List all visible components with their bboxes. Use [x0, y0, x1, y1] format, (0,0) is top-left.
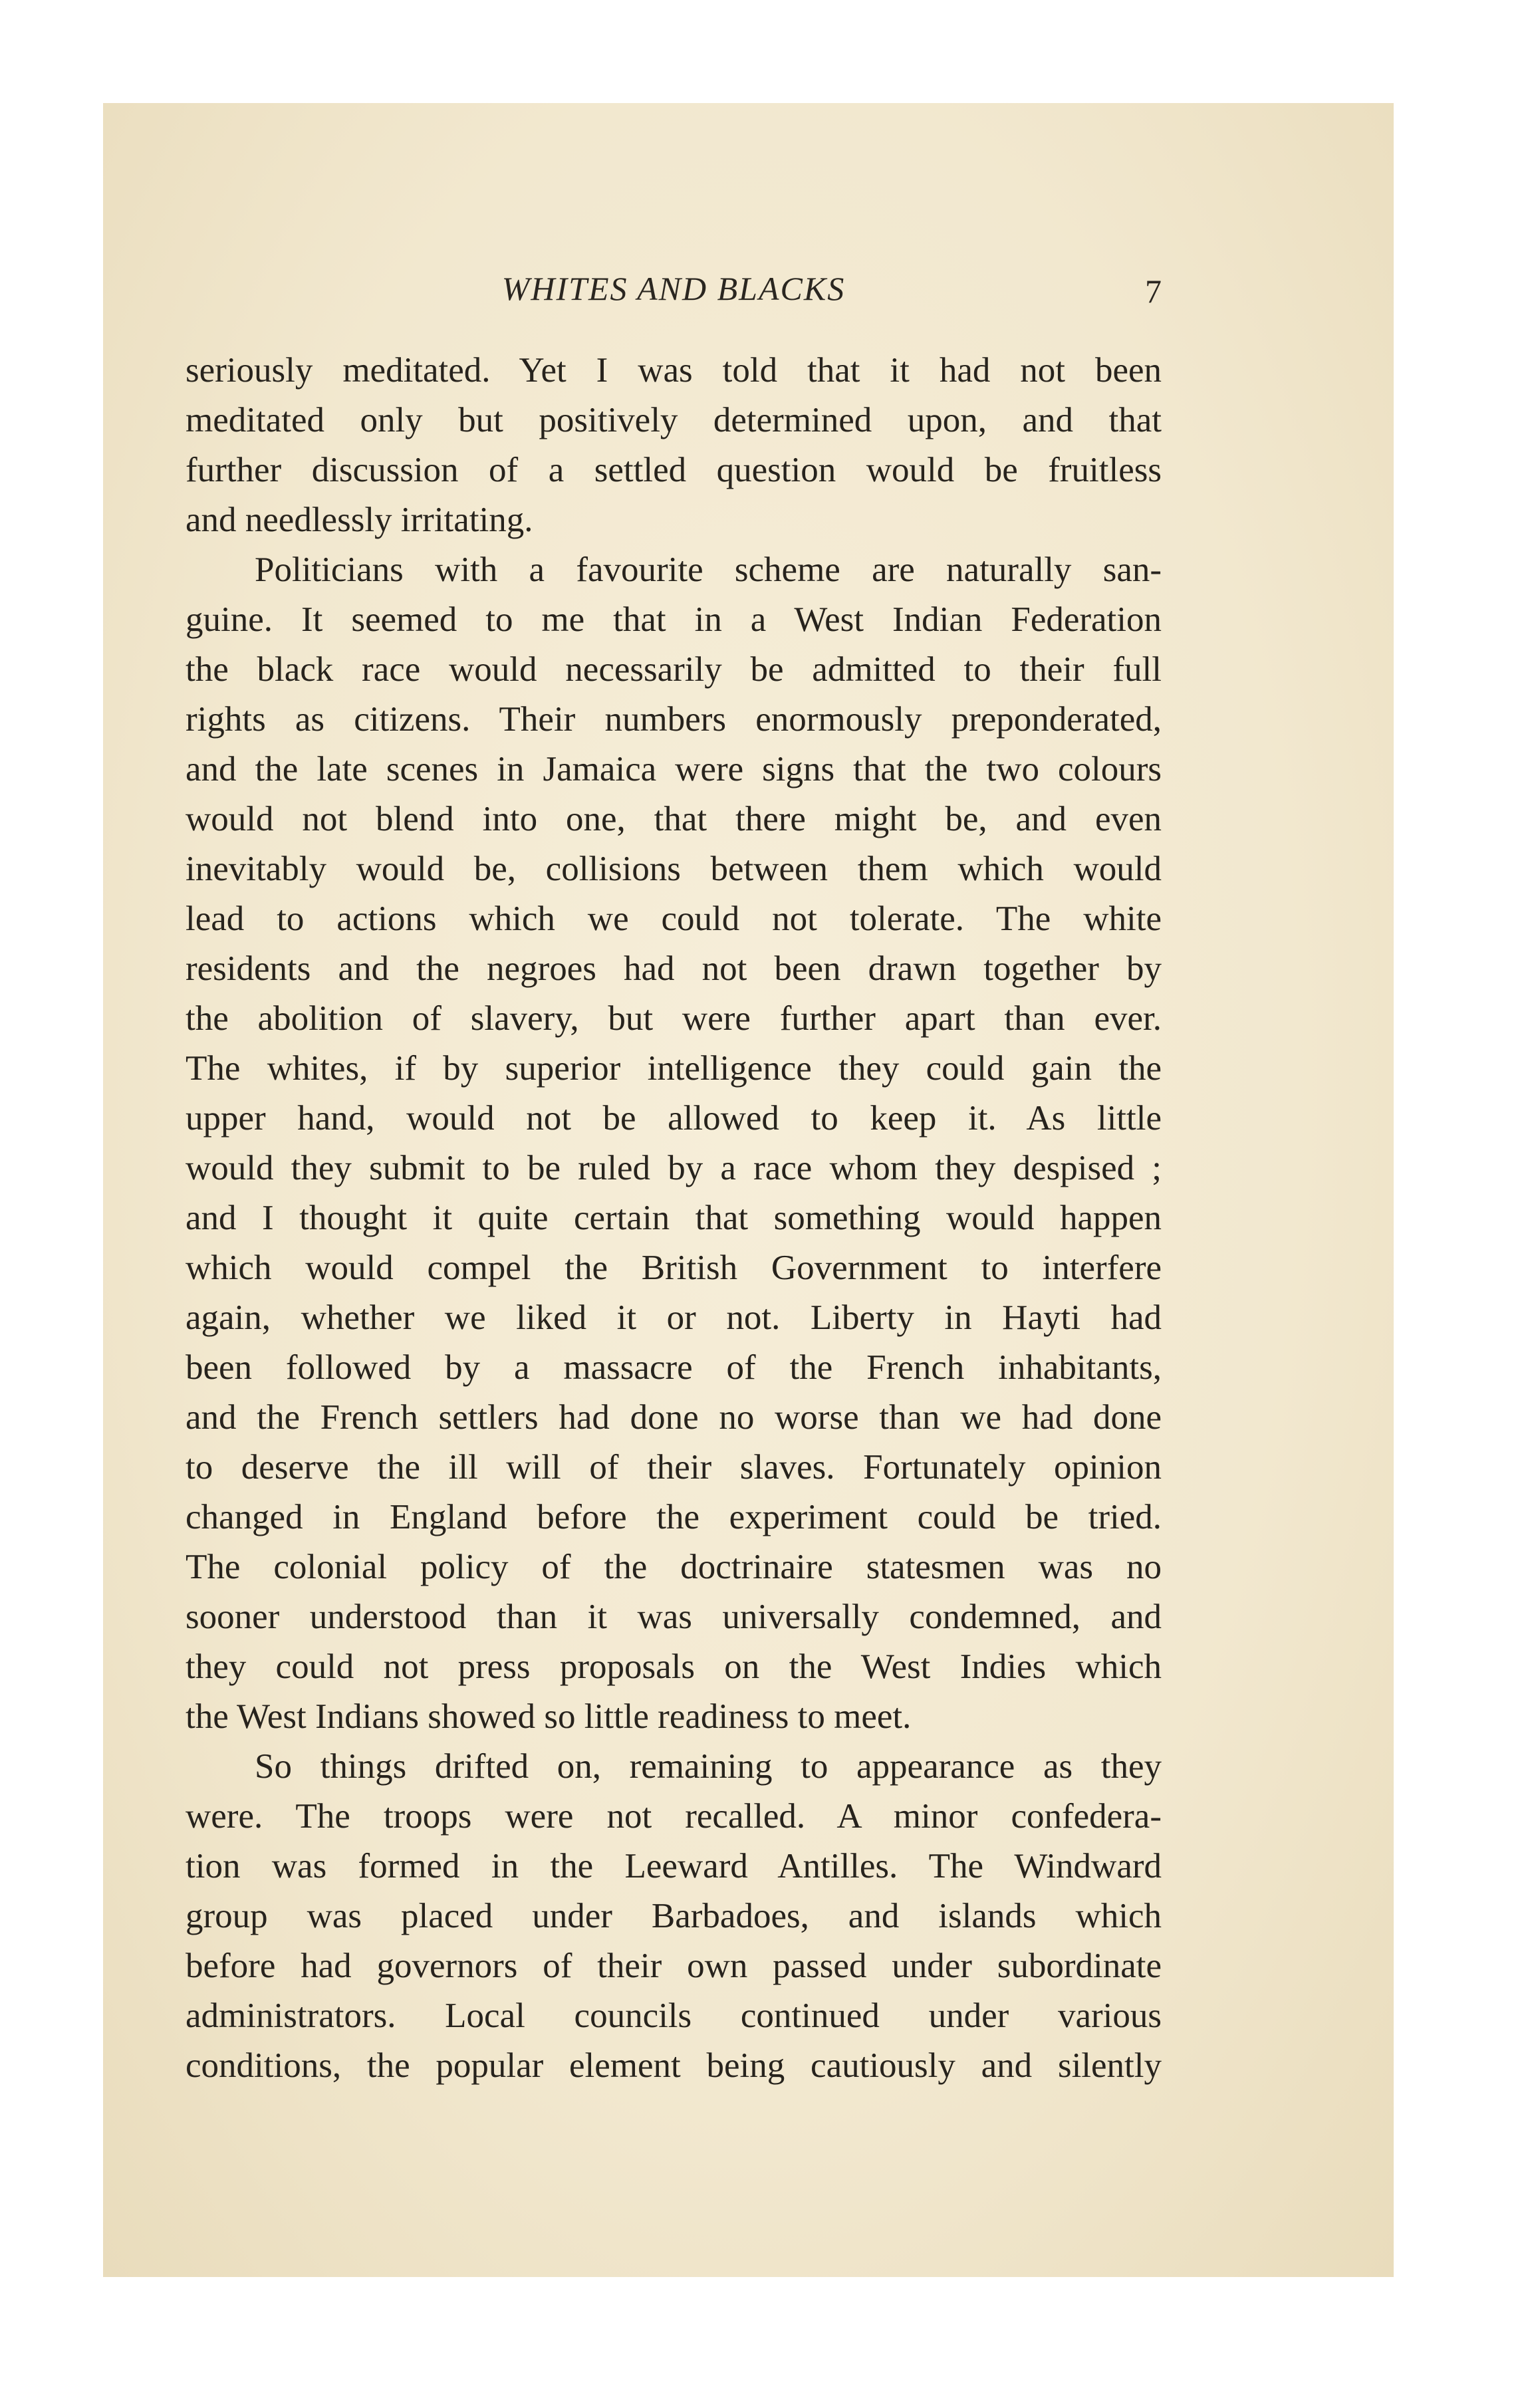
text-line: [186, 1542, 1162, 1592]
paragraph: [186, 1742, 1162, 2091]
text-line: [186, 1243, 1162, 1293]
paragraph: [186, 545, 1162, 1742]
text-line: [186, 894, 1162, 944]
text-line-content: again, whether we liked it or not. Liberty in Hayti had: [186, 1298, 1162, 1337]
text-line-content: The whites, if by superior intelligence they could gain the: [186, 1049, 1162, 1088]
text-line-content: sooner understood than it was universally condemned, and: [186, 1598, 1162, 1636]
text-line-content: tion was formed in the Leeward Antilles. The Windward: [186, 1847, 1162, 1885]
text-line: [186, 1293, 1162, 1343]
text-line: [186, 2041, 1162, 2091]
text-line: [186, 1891, 1162, 1941]
text-line-content: meditated only but positively determined upon, and that: [186, 401, 1162, 439]
paragraph: [186, 346, 1162, 545]
text-line-content: conditions, the popular element being cautiously and silently: [186, 2046, 1162, 2085]
text-line: [186, 745, 1162, 794]
text-line-content: Politicians with a favourite scheme are naturally san-: [255, 550, 1162, 589]
page-body-text: [186, 346, 1162, 2091]
text-line: [186, 1592, 1162, 1642]
text-line-content: been followed by a massacre of the French inhabitants,: [186, 1348, 1162, 1387]
text-line: [186, 1144, 1162, 1193]
text-line-content: So things drifted on, remaining to appearance as they: [255, 1747, 1162, 1786]
text-line-content: administrators. Local councils continued under various: [186, 1996, 1162, 2035]
text-line: [186, 1493, 1162, 1542]
text-line-content: before had governors of their own passed under subordinate: [186, 1947, 1162, 1985]
text-line-content: seriously meditated. Yet I was told that it had not been: [186, 351, 1162, 390]
text-line: [186, 1991, 1162, 2041]
text-line: [186, 1044, 1162, 1094]
text-line-content: and I thought it quite certain that something would happen: [186, 1199, 1162, 1237]
text-line-content: guine. It seemed to me that in a West Indian Federation: [186, 600, 1162, 639]
text-line-content: and the French settlers had done no worse than we had done: [186, 1398, 1162, 1437]
text-line-content: changed in England before the experiment could be tried.: [186, 1498, 1162, 1536]
text-line: [186, 346, 1162, 396]
text-line: [186, 944, 1162, 994]
text-line: [186, 445, 1162, 495]
text-line-content: group was placed under Barbadoes, and islands which: [186, 1897, 1162, 1935]
text-line: [186, 595, 1162, 645]
page-header: [186, 269, 1162, 316]
text-line: [186, 1792, 1162, 1842]
text-line: [186, 1642, 1162, 1692]
text-line: [186, 1941, 1162, 1991]
text-line: [186, 545, 1162, 595]
text-line: [186, 1193, 1162, 1243]
text-line: [186, 1343, 1162, 1393]
text-line: [186, 1393, 1162, 1443]
text-line: [186, 1443, 1162, 1493]
running-title: WHITES AND BLACKS: [501, 270, 846, 307]
page-number: 7: [1145, 273, 1162, 310]
text-line-content: they could not press proposals on the West Indies which: [186, 1647, 1162, 1686]
text-line-content: were. The troops were not recalled. A minor confedera-: [186, 1797, 1162, 1836]
text-line: [186, 695, 1162, 745]
text-line-content: rights as citizens. Their numbers enormously preponderated,: [186, 700, 1162, 739]
text-line-content: the West Indians showed so little readiness to meet.: [186, 1697, 912, 1736]
text-line: [186, 1742, 1162, 1792]
text-line-content: would they submit to be ruled by a race whom they despised ;: [186, 1149, 1162, 1187]
text-line-content: to deserve the ill will of their slaves. Fortunately opinion: [186, 1448, 1162, 1487]
text-line-content: and needlessly irritating.: [186, 501, 533, 539]
text-line: [186, 1692, 1162, 1742]
text-line: [186, 645, 1162, 695]
text-line: [186, 794, 1162, 844]
text-line: [186, 994, 1162, 1044]
text-line-content: inevitably would be, collisions between them which would: [186, 850, 1162, 888]
text-line: [186, 396, 1162, 445]
text-line-content: which would compel the British Government to interfere: [186, 1249, 1162, 1287]
text-line: [186, 1842, 1162, 1891]
text-line-content: upper hand, would not be allowed to keep it. As little: [186, 1099, 1162, 1138]
text-line: [186, 844, 1162, 894]
text-line-content: and the late scenes in Jamaica were signs that the two colours: [186, 750, 1162, 788]
text-line-content: further discussion of a settled question would be fruitless: [186, 451, 1162, 489]
text-line-content: residents and the negroes had not been drawn together by: [186, 949, 1162, 988]
text-line-content: lead to actions which we could not tolerate. The white: [186, 900, 1162, 938]
text-line-content: would not blend into one, that there might be, and even: [186, 800, 1162, 838]
text-line: [186, 495, 1162, 545]
text-line: [186, 1094, 1162, 1144]
text-line-content: The colonial policy of the doctrinaire statesmen was no: [186, 1548, 1162, 1586]
text-line-content: the black race would necessarily be admitted to their full: [186, 650, 1162, 689]
text-line-content: the abolition of slavery, but were further apart than ever.: [186, 999, 1162, 1038]
